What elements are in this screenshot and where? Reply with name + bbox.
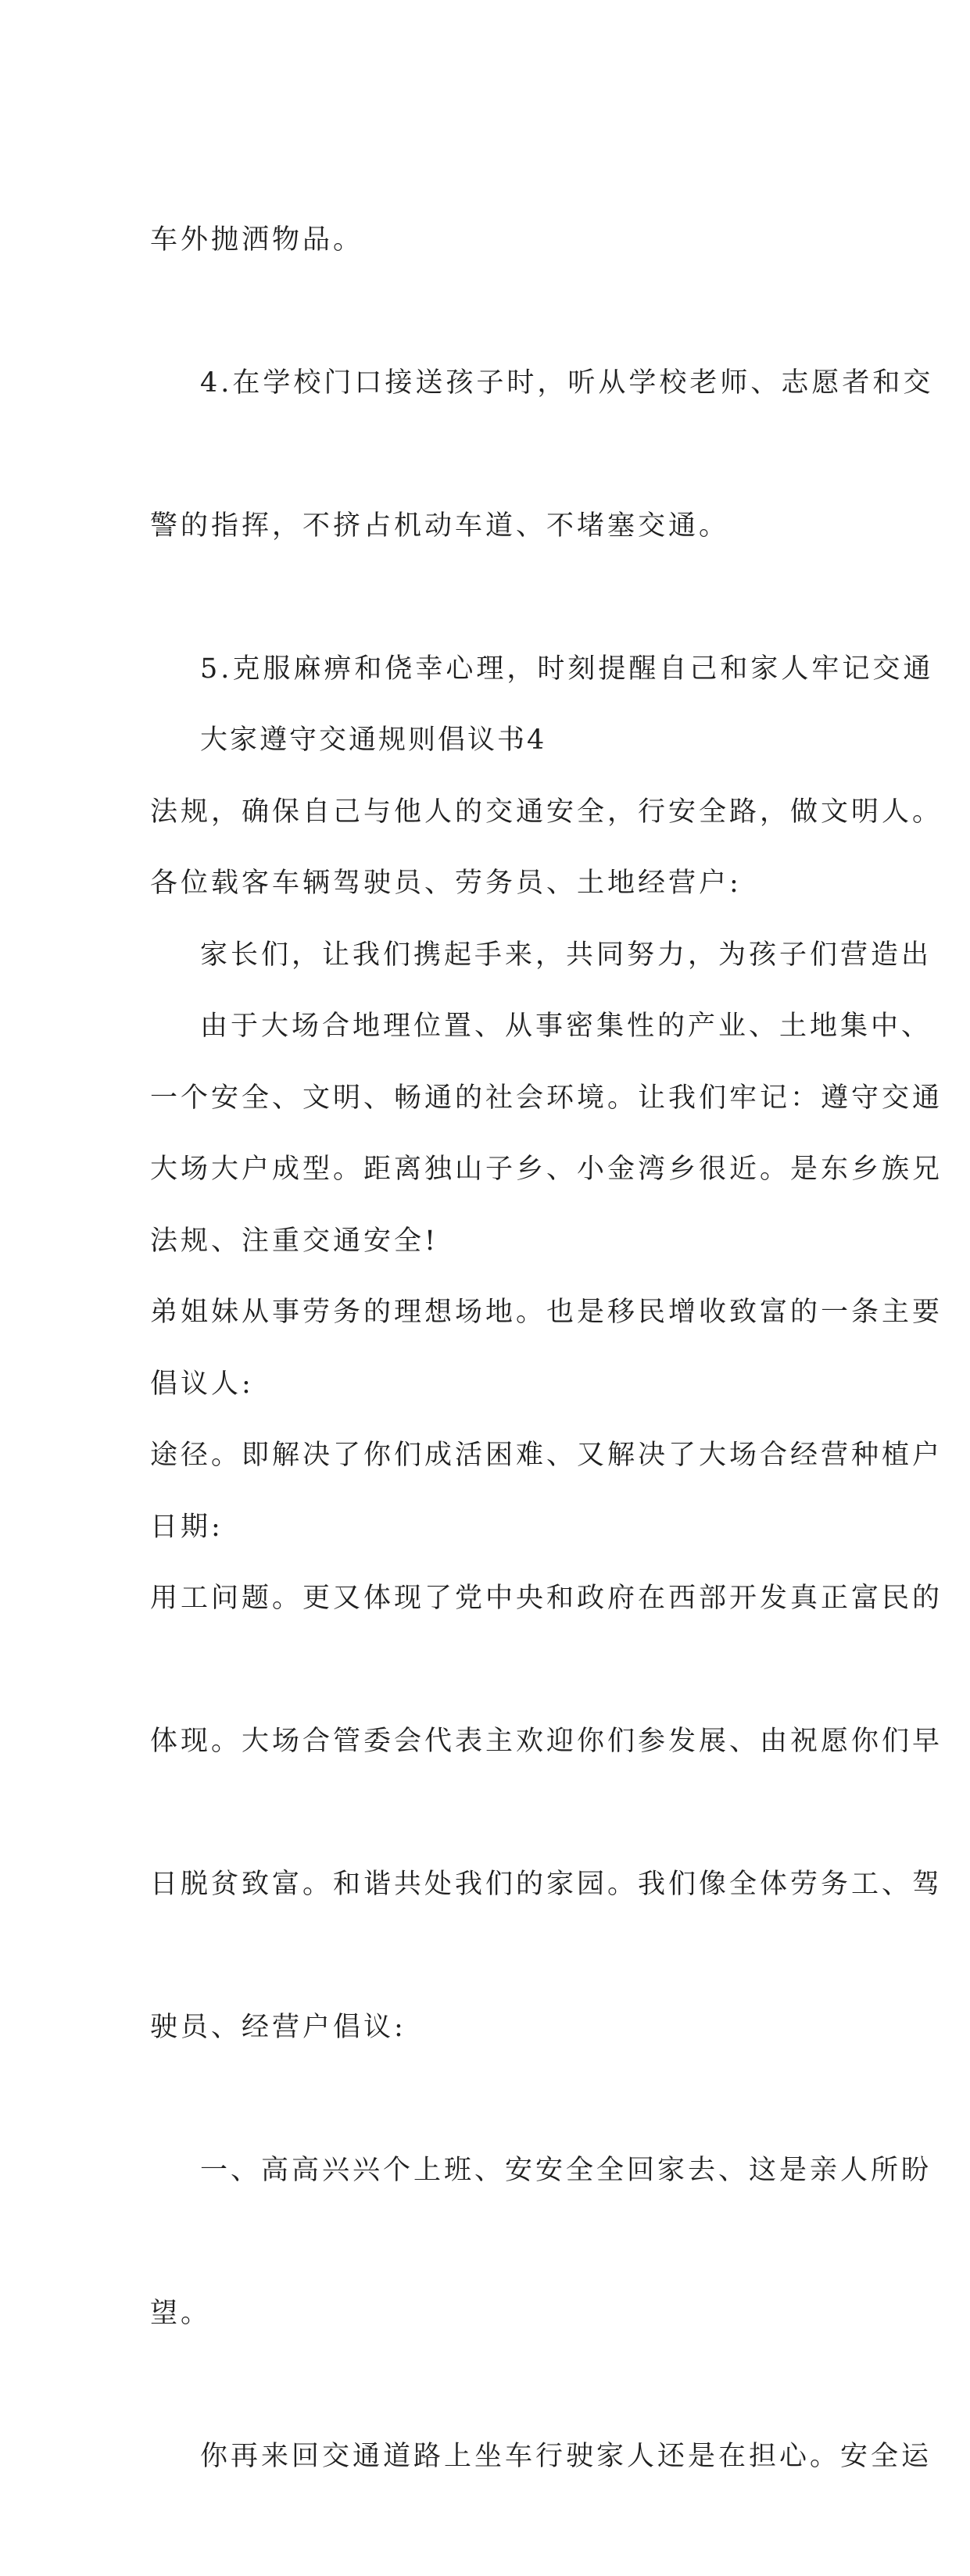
salutation: 各位载客车辆驾驶员、劳务员、土地经营户: — [150, 868, 742, 899]
section-title: 大家遵守交通规则倡议书4 — [200, 724, 547, 756]
text-line: 体现。大场合管委会代表主欢迎你们参发展、由祝愿你们早 — [150, 1726, 943, 1757]
text-line: 驶员、经营户倡议: — [150, 2012, 406, 2043]
text-line: 日脱贫致富。和谐共处我们的家园。我们像全体劳务工、驾 — [150, 1869, 943, 1900]
text-line: 一个安全、文明、畅通的社会环境。让我们牢记：遵守交通 — [150, 1082, 943, 1114]
text-line: 车外抛洒物品。 — [150, 224, 364, 256]
text-line: 倡议人: — [150, 1368, 254, 1400]
text-line: 望。 — [150, 2298, 212, 2329]
text-line: 大场大户成型。距离独山子乡、小金湾乡很近。是东乡族兄 — [150, 1154, 943, 1185]
text-line: 警的指挥，不挤占机动车道、不堵塞交通。 — [150, 510, 730, 542]
text-line: 你再来回交通道路上坐车行驶家人还是在担心。安全运 — [200, 2441, 932, 2472]
text-line: 途径。即解决了你们成活困难、又解决了大场合经营种植户 — [150, 1440, 943, 1471]
text-line: 由于大场合地理位置、从事密集性的产业、土地集中、 — [200, 1011, 932, 1042]
text-line: 法规、注重交通安全! — [150, 1225, 439, 1257]
text-line: 日期: — [150, 1512, 224, 1543]
text-line: 5.克服麻痹和侥幸心理，时刻提醒自己和家人牢记交通 — [200, 653, 934, 685]
text-line: 弟姐妹从事劳务的理想场地。也是移民增收致富的一条主要 — [150, 1297, 943, 1328]
text-line: 家长们，让我们携起手来，共同努力，为孩子们营造出 — [200, 939, 932, 971]
text-line: 4.在学校门口接送孩子时，听从学校老师、志愿者和交 — [200, 367, 934, 399]
text-line: 一、高高兴兴个上班、安安全全回家去、这是亲人所盼 — [200, 2155, 932, 2186]
document-body-bottom — [150, 621, 943, 2576]
text-line: 法规，确保自己与他人的交通安全，行安全路，做文明人。 — [150, 796, 943, 828]
text-line: 用工问题。更又体现了党中央和政府在西部开发真正富民的 — [150, 1583, 943, 1614]
